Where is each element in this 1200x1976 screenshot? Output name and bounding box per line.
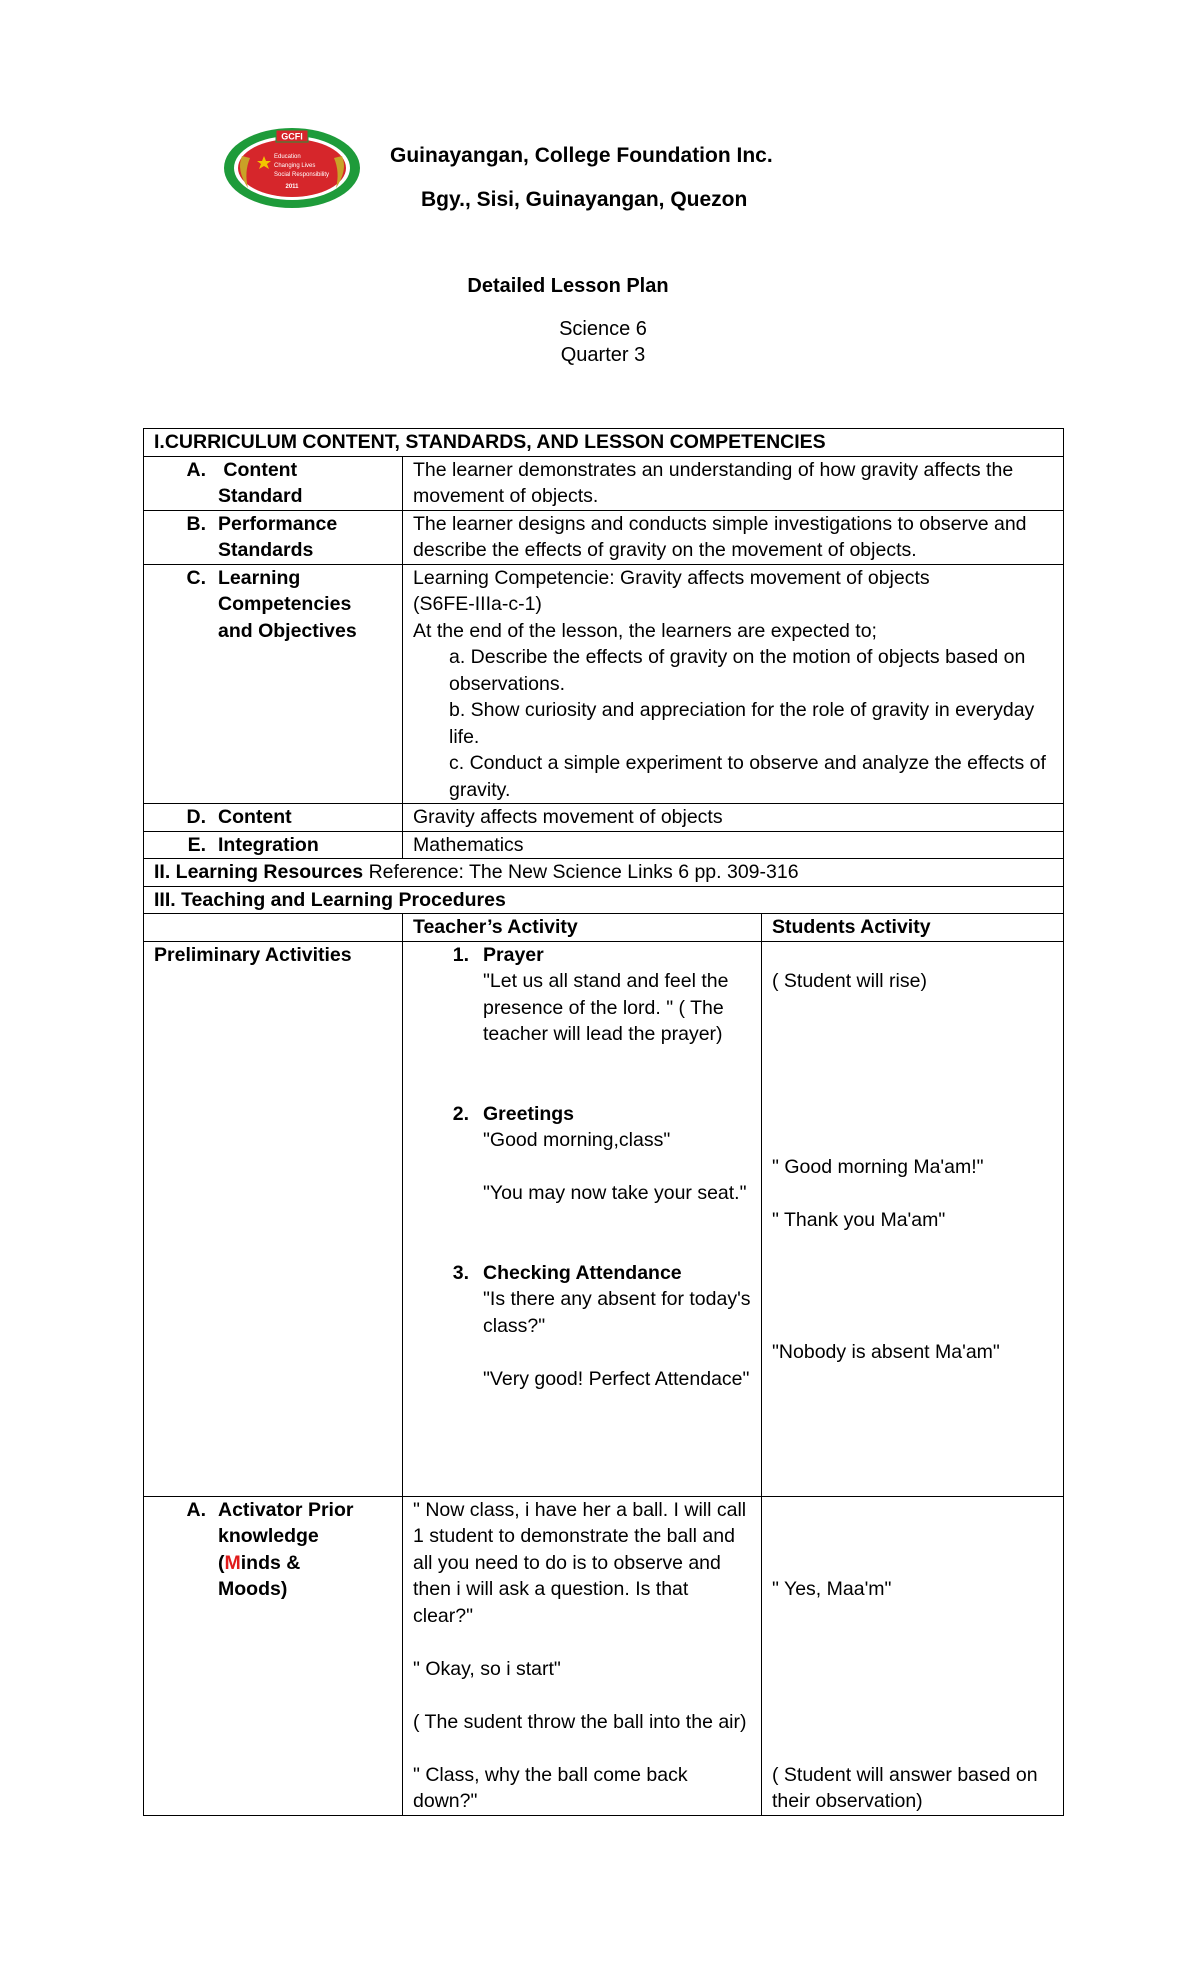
objective-b: b. Show curiosity and appreciation for the role of gravity in everyday life. — [449, 699, 1035, 748]
institution-name: Guinayangan, College Foundation Inc. — [390, 144, 773, 167]
label-text: Competencies — [218, 593, 352, 615]
label-letter: E. — [187, 833, 206, 856]
item-text: "Very good! Perfect Attendace" — [483, 1367, 750, 1390]
label-text: Learning — [218, 566, 301, 589]
objective-a: a. Describe the effects of gravity on the motion of objects based on observations. — [449, 646, 1026, 695]
doc-title: Detailed Lesson Plan — [467, 275, 669, 297]
school-logo — [222, 126, 362, 210]
section2-cell — [144, 859, 1064, 887]
student-response: ( Student will answer based on their observation) — [772, 1763, 1038, 1812]
label-text: Standard — [218, 485, 303, 507]
students-activity-header: Students Activity — [762, 914, 1064, 942]
competency-line: Learning Competencie: Gravity affects movement of objects — [413, 566, 930, 589]
preliminary-row — [144, 941, 1064, 1496]
item-number: 3. — [452, 1261, 469, 1284]
integration-label — [144, 831, 403, 859]
section2-text: Reference: The New Science Links 6 pp. 309-316 — [363, 861, 799, 883]
label-text: Moods) — [218, 1578, 288, 1600]
label-letter: A. — [186, 1498, 206, 1521]
item-title: Prayer — [483, 943, 544, 966]
item-number: 1. — [452, 943, 469, 966]
item-text: "Let us all stand and feel the presence of the lord. " ( The teacher will lead the prayer) — [483, 970, 729, 1045]
teacher-line: " Class, why the ball come back down?" — [413, 1763, 688, 1812]
institution-address: Bgy., Sisi, Guinayangan, Quezon — [421, 188, 748, 211]
label-letter: A. — [186, 458, 206, 481]
activator-label — [144, 1496, 403, 1815]
section1-heading-row — [144, 429, 1064, 457]
content-text: Gravity affects movement of objects — [403, 804, 1064, 832]
label-letter: D. — [186, 806, 206, 828]
section3-row — [144, 886, 1064, 914]
label-text: Integration — [218, 833, 319, 856]
performance-row — [144, 510, 1064, 564]
student-response: "Nobody is absent Ma'am" — [772, 1341, 1000, 1363]
teacher-line: ( The sudent throw the ball into the air) — [413, 1710, 747, 1733]
logo-year: 2011 — [285, 184, 299, 190]
section2-row — [144, 859, 1064, 887]
content-standard-row — [144, 456, 1064, 510]
content-standard-label — [144, 456, 403, 510]
section2-heading: II. Learning Resources — [154, 861, 364, 883]
content-row — [144, 804, 1064, 832]
item-text: "Is there any absent for today's class?" — [483, 1288, 751, 1337]
logo-title: GCFI — [281, 131, 303, 142]
item-title: Greetings — [483, 1102, 575, 1125]
integration-text: Mathematics — [403, 831, 1064, 859]
integration-row — [144, 831, 1064, 859]
label-paren: ( — [218, 1551, 225, 1574]
preliminary-students — [762, 941, 1064, 1496]
label-text: Standards — [218, 539, 314, 561]
lesson-plan-table — [143, 428, 1064, 1816]
logo-line-3: Social Responsibility — [274, 172, 330, 178]
empty-header-cell — [144, 914, 403, 942]
preliminary-teacher — [403, 941, 762, 1496]
logo-line-1: Education — [274, 154, 301, 160]
performance-label — [144, 510, 403, 564]
teacher-line: " Now class, i have her a ball. I will call 1 student to demonstrate the ball and all you need to do is to observe and then i will ask a question. Is that clear?" — [413, 1498, 747, 1627]
student-response: " Yes, Maa'm" — [772, 1578, 892, 1600]
item-number: 2. — [452, 1102, 469, 1125]
label-letter: C. — [186, 566, 206, 589]
quarter: Quarter 3 — [560, 344, 646, 366]
teacher-activity-header: Teacher’s Activity — [403, 914, 762, 942]
objectives-intro: At the end of the lesson, the learners are expected to; — [413, 619, 877, 642]
item-text: "Good morning,class" — [483, 1129, 671, 1151]
column-header-row — [144, 914, 1064, 942]
activator-teacher — [403, 1496, 762, 1815]
content-standard-text: The learner demonstrates an understanding of how gravity affects the movement of objects. — [403, 456, 1064, 510]
label-text: knowledge — [218, 1525, 319, 1547]
competencies-label — [144, 564, 403, 804]
label-text: Content — [223, 458, 298, 481]
preliminary-label: Preliminary Activities — [144, 941, 403, 1496]
item-text: "You may now take your seat." — [483, 1182, 747, 1204]
label-text: inds & — [240, 1551, 301, 1574]
activator-students — [762, 1496, 1064, 1815]
item-title: Checking Attendance — [483, 1261, 682, 1284]
student-response: " Thank you Ma'am" — [772, 1208, 946, 1231]
label-text: Activator Prior — [218, 1498, 354, 1521]
student-response: " Good morning Ma'am!" — [772, 1155, 984, 1178]
subject: Science 6 — [559, 318, 647, 340]
label-text: Performance — [218, 512, 338, 535]
section3-heading: III. Teaching and Learning Procedures — [144, 886, 1064, 914]
activator-row — [144, 1496, 1064, 1815]
label-text: and Objectives — [218, 619, 357, 642]
competency-code: (S6FE-IIIa-c-1) — [413, 593, 542, 615]
objective-c: c. Conduct a simple experiment to observe and analyze the effects of gravity. — [449, 752, 1046, 801]
competencies-text — [403, 564, 1064, 804]
student-response: ( Student will rise) — [772, 970, 927, 992]
label-letter: B. — [186, 512, 206, 535]
label-text: Content — [218, 806, 292, 828]
section1-heading: I.CURRICULUM CONTENT, STANDARDS, AND LESSON COMPETENCIES — [144, 429, 1064, 457]
performance-text: The learner designs and conducts simple investigations to observe and describe the effects of gravity on the movement of objects. — [403, 510, 1064, 564]
logo-line-2: Changing Lives — [274, 163, 316, 169]
label-highlight: M — [224, 1551, 241, 1574]
competencies-row — [144, 564, 1064, 804]
teacher-line: " Okay, so i start" — [413, 1657, 561, 1680]
content-label — [144, 804, 403, 832]
